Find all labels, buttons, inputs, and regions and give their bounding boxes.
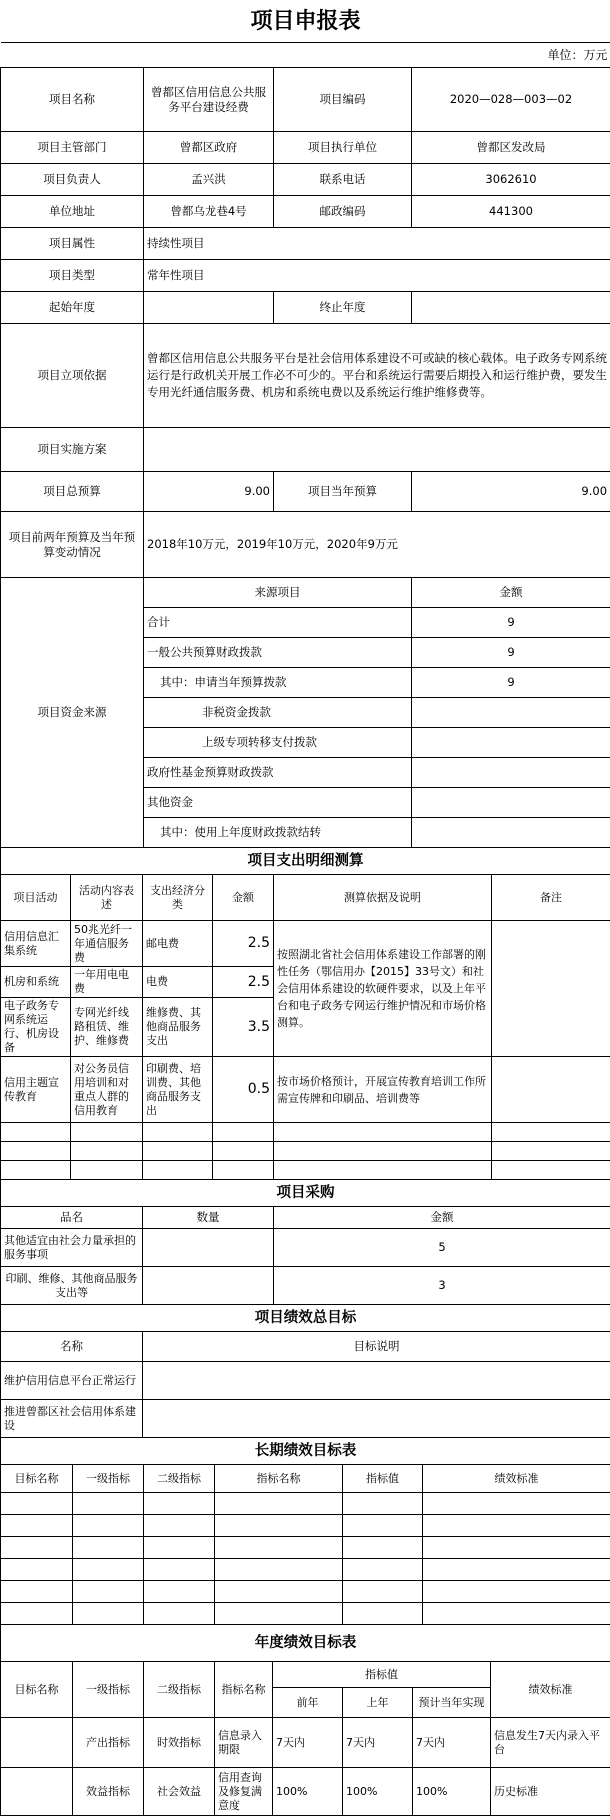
expense-section-title: 项目支出明细测算 [1, 848, 610, 875]
year-budget-label: 项目当年预算 [274, 472, 412, 512]
procurement-header: 金额 [274, 1207, 610, 1229]
performance-goal-table [0, 1304, 610, 1438]
zip-label: 邮政编码 [274, 196, 412, 228]
fund-row-amount: 9 [412, 668, 610, 698]
longterm-section-title: 长期绩效目标表 [1, 1438, 610, 1465]
procurement-header: 品名 [1, 1207, 143, 1229]
expense-activity: 电子政务专网系统运行、机房设备 [1, 998, 71, 1057]
expense-amount: 2.5 [213, 967, 274, 998]
expense-amount: 3.5 [213, 998, 274, 1057]
expense-basis-2: 按市场价格预计，开展宣传教育培训工作所需宣传牌和印刷品、培训费等 [274, 1057, 492, 1123]
fund-row-amount [412, 788, 610, 818]
annual-standard: 信息发生7天内录入平台 [491, 1718, 610, 1768]
expense-category: 电费 [143, 967, 213, 998]
expense-activity: 机房和系统 [1, 967, 71, 998]
procurement-amount: 3 [274, 1267, 610, 1305]
annual-value-current: 7天内 [413, 1718, 491, 1768]
performance-goal-desc [143, 1362, 610, 1400]
annual-header: 一级指标 [73, 1662, 144, 1718]
fund-row-name: 非税资金拨款 [144, 698, 412, 728]
table-row [1, 1267, 610, 1305]
funds-amount-header: 金额 [412, 578, 610, 608]
fund-row-amount [412, 698, 610, 728]
annual-l2: 社会效益 [144, 1768, 215, 1816]
procurement-name: 其他适宜由社会力量承担的服务事项 [1, 1229, 143, 1267]
attribute-label: 项目属性 [1, 228, 144, 260]
total-budget-value: 9.00 [144, 472, 274, 512]
form-title: 项目申报表 [1, 0, 610, 43]
annual-indicator-name: 信息录入期限 [215, 1718, 273, 1768]
annual-value-prev2: 100% [273, 1768, 343, 1816]
budget-change-label: 项目前两年预算及当年预算变动情况 [1, 512, 144, 578]
leader-label: 项目负责人 [1, 164, 144, 196]
project-name-value: 曾都区信用信息公共服务平台建设经费 [144, 68, 274, 132]
basis-value: 曾都区信用信息公共服务平台是社会信用体系建设不可或缺的核心载体。电子政务专网系统运行是行政机关开展工作必不可少的。平台和系统运行需要后期投入和运行维护费，要发生专用光纤通信服务费、机房和系统电费以及系统运行维护维修费等。 [144, 324, 610, 428]
expense-amount: 0.5 [213, 1057, 274, 1123]
exec-unit-value: 曾都区发改局 [412, 132, 610, 164]
expense-category: 邮电费 [143, 921, 213, 967]
table-row [1, 1718, 610, 1768]
fund-row-name: 其中：使用上年度财政拨款结转 [144, 818, 412, 848]
address-value: 曾都乌龙巷4号 [144, 196, 274, 228]
address-label: 单位地址 [1, 196, 144, 228]
expense-header: 活动内容表述 [71, 875, 143, 921]
total-budget-label: 项目总预算 [1, 472, 144, 512]
table-row [1, 1400, 610, 1438]
table-row [1, 921, 610, 967]
procurement-section-title: 项目采购 [1, 1180, 610, 1207]
dept-value: 曾都区政府 [144, 132, 274, 164]
annual-header: 目标名称 [1, 1662, 73, 1718]
expense-content: 一年用电电费 [71, 967, 143, 998]
annual-header: 绩效标准 [491, 1662, 610, 1718]
annual-subheader: 前年 [273, 1688, 343, 1718]
annual-l1: 产出指标 [73, 1718, 144, 1768]
longterm-header: 指标名称 [215, 1465, 343, 1493]
expense-header: 备注 [492, 875, 610, 921]
longterm-header: 指标值 [343, 1465, 423, 1493]
zip-value: 441300 [412, 196, 610, 228]
attribute-value: 持续性项目 [144, 228, 610, 260]
fund-row-name: 其中：申请当年预算拨款 [144, 668, 412, 698]
end-year-value [412, 292, 610, 324]
performance-goal-desc [143, 1400, 610, 1438]
longterm-header: 目标名称 [1, 1465, 73, 1493]
longterm-header: 二级指标 [144, 1465, 215, 1493]
fund-row-amount [412, 818, 610, 848]
start-year-label: 起始年度 [1, 292, 144, 324]
table-row [1, 1229, 610, 1267]
expense-category: 维修费、其他商品服务支出 [143, 998, 213, 1057]
expense-category: 印刷费、培训费、其他商品服务支出 [143, 1057, 213, 1123]
procurement-header: 数量 [143, 1207, 274, 1229]
procurement-table [0, 1179, 610, 1305]
expense-content: 对公务员信用培训和对重点人群的信用教育 [71, 1057, 143, 1123]
procurement-qty [143, 1267, 274, 1305]
annual-value-prev: 7天内 [343, 1718, 413, 1768]
annual-header: 指标名称 [215, 1662, 273, 1718]
annual-section-title: 年度绩效目标表 [1, 1625, 610, 1662]
fund-row-amount [412, 758, 610, 788]
annual-indicator-name: 信用查询及修复满意度 [215, 1768, 273, 1816]
project-name-label: 项目名称 [1, 68, 144, 132]
basic-info-table [0, 0, 610, 848]
expense-remark [492, 1057, 610, 1123]
project-code-value: 2020—028—003—02 [412, 68, 610, 132]
fund-row-amount: 9 [412, 608, 610, 638]
performance-header: 名称 [1, 1332, 143, 1362]
year-budget-value: 9.00 [412, 472, 610, 512]
procurement-name: 印刷、维修、其他商品服务支出等 [1, 1267, 143, 1305]
table-row [1, 1362, 610, 1400]
annual-value-prev2: 7天内 [273, 1718, 343, 1768]
type-value: 常年性项目 [144, 260, 610, 292]
annual-target-table [0, 1624, 610, 1816]
performance-header: 目标说明 [143, 1332, 610, 1362]
fund-row-name: 一般公共预算财政拨款 [144, 638, 412, 668]
expense-activity: 信用主题宣传教育 [1, 1057, 71, 1123]
fund-row-name: 政府性基金预算财政拨款 [144, 758, 412, 788]
fund-row-name: 其他资金 [144, 788, 412, 818]
annual-target-name [1, 1768, 73, 1816]
annual-standard: 历史标准 [491, 1768, 610, 1816]
annual-target-name [1, 1718, 73, 1768]
fund-row-name: 合计 [144, 608, 412, 638]
expense-content: 50兆光纤一年通信服务费 [71, 921, 143, 967]
performance-goal-name: 推进曾都区社会信用体系建设 [1, 1400, 143, 1438]
table-row [1, 1057, 610, 1123]
fund-row-name: 上级专项转移支付拨款 [144, 728, 412, 758]
exec-unit-label: 项目执行单位 [274, 132, 412, 164]
performance-goal-name: 维护信用信息平台正常运行 [1, 1362, 143, 1400]
expense-content: 专网光纤线路租赁、维护、维修费 [71, 998, 143, 1057]
plan-label: 项目实施方案 [1, 428, 144, 472]
expense-header: 金额 [213, 875, 274, 921]
procurement-qty [143, 1229, 274, 1267]
start-year-value [144, 292, 274, 324]
expense-activity: 信用信息汇集系统 [1, 921, 71, 967]
annual-header: 指标值 [273, 1662, 491, 1688]
budget-change-value: 2018年10万元，2019年10万元，2020年9万元 [144, 512, 610, 578]
annual-subheader: 上年 [343, 1688, 413, 1718]
annual-l2: 时效指标 [144, 1718, 215, 1768]
expense-header: 项目活动 [1, 875, 71, 921]
fund-row-amount [412, 728, 610, 758]
expense-header: 测算依据及说明 [274, 875, 492, 921]
dept-label: 项目主管部门 [1, 132, 144, 164]
type-label: 项目类型 [1, 260, 144, 292]
annual-value-current: 100% [413, 1768, 491, 1816]
annual-subheader: 预计当年实现 [413, 1688, 491, 1718]
annual-header: 二级指标 [144, 1662, 215, 1718]
longterm-header: 一级指标 [73, 1465, 144, 1493]
expense-basis-1: 按照湖北省社会信用体系建设工作部署的刚性任务（鄂信用办【2015】33号文）和社会信用体系建设的软硬件要求，以及上年平台和电子政务专网运行维护情况和市场价格测算。 [274, 921, 492, 1057]
fund-row-amount: 9 [412, 638, 610, 668]
plan-value [144, 428, 610, 472]
expense-amount: 2.5 [213, 921, 274, 967]
leader-value: 孟兴洪 [144, 164, 274, 196]
longterm-header: 绩效标准 [423, 1465, 610, 1493]
unit-label: 单位：万元 [1, 43, 610, 68]
basis-label: 项目立项依据 [1, 324, 144, 428]
end-year-label: 终止年度 [274, 292, 412, 324]
expense-remark [492, 921, 610, 1057]
annual-l1: 效益指标 [73, 1768, 144, 1816]
project-code-label: 项目编码 [274, 68, 412, 132]
longterm-target-table [0, 1437, 610, 1625]
phone-value: 3062610 [412, 164, 610, 196]
table-row [1, 1768, 610, 1816]
phone-label: 联系电话 [274, 164, 412, 196]
performance-section-title: 项目绩效总目标 [1, 1305, 610, 1332]
procurement-amount: 5 [274, 1229, 610, 1267]
annual-value-prev: 100% [343, 1768, 413, 1816]
funds-source-label: 项目资金来源 [1, 578, 144, 848]
expense-header: 支出经济分类 [143, 875, 213, 921]
expense-detail-table [0, 847, 610, 1180]
funds-source-header: 来源项目 [144, 578, 412, 608]
